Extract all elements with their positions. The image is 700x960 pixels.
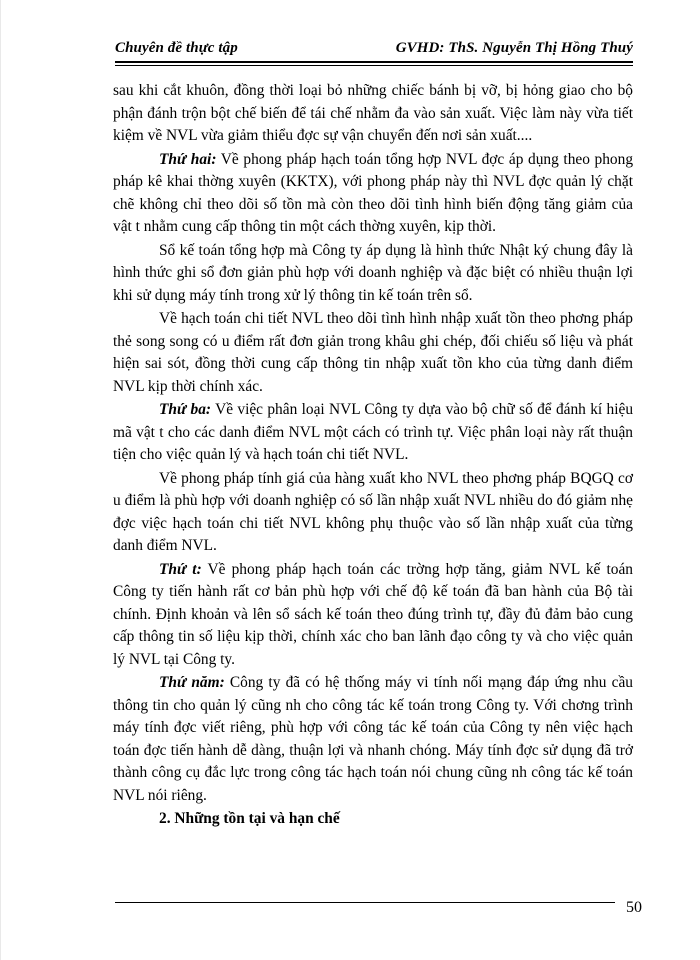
paragraph <box>113 308 633 398</box>
page-number: 50 <box>626 899 642 916</box>
paragraph-text: Về phong pháp hạch toán các trờng hợp tăng, giảm NVL kế toán Công ty tiến hành rất cơ bản phù hợp với chế độ kế toán đã ban hành của Bộ tài chính. Định khoản và lên sổ sách kế toán theo đúng trình tự, đầy đủ đảm bảo cung cấp thông tin số liệu kịp thời, chính xác cho ban lãnh đạo công ty và cho việc quản lý NVL tại Công ty. <box>113 560 633 668</box>
paragraph <box>113 672 633 807</box>
paragraph-text: Về phong pháp hạch toán tổng hợp NVL đợc áp dụng theo phong pháp kê khai thờng xuyên (KKTX), với phong pháp này thì NVL đợc quản lý chặt chẽ không chỉ theo dõi số tồn mà còn theo dõi tình hình biến động tăng giảm của vật t nhằm cung cấp thông tin một cách thờng xuyên, kịp thời. <box>113 150 634 235</box>
header-rule <box>115 61 633 63</box>
paragraph-text: sau khi cắt khuôn, đồng thời loại bỏ những chiếc bánh bị vỡ, bị hỏng giao cho bộ phận đánh trộn bột chế biến để tái chế nhằm đa vào sản xuất. Việc làm này vừa tiết kiệm về NVL vừa giảm thiểu đợc sự vận chuyển đến nơi sản xuất.... <box>113 82 633 144</box>
paragraph <box>113 80 633 148</box>
paragraph <box>113 149 633 239</box>
header-supervisor: GVHD: ThS. Nguyễn Thị Hồng Thuý <box>395 40 633 56</box>
paragraph-text: Về việc phân loại NVL Công ty dựa vào bộ chữ số để đánh kí hiệu mã vật t cho các danh điểm NVL một cách có trình tự. Việc phân loại này rất thuận tiện cho việc quản lý và hạch toán chi tiết NVL. <box>113 401 634 463</box>
footer-rule <box>115 902 615 903</box>
paragraph-lead: Thứ năm: <box>159 674 225 691</box>
paragraph-lead: Thứ t: <box>159 560 202 578</box>
paragraph-lead: Thứ ba: <box>159 401 212 418</box>
paragraph-text: Sổ kế toán tổng hợp mà Công ty áp dụng là hình thức Nhật ký chung đây là hình thức ghi sổ đơn giản phù hợp với doanh nghiệp và đặc biệt có nhiều thuận lợi khi sử dụng máy tính trong xử lý thông tin kế toán trên sổ. <box>113 241 633 304</box>
paragraph-text: Về hạch toán chi tiết NVL theo dõi tình hình nhập xuất tồn theo phơng pháp thẻ song song có u điểm rất đơn giản trong khâu ghi chép, đối chiếu số liệu và phát hiện sai sót, đồng thời cung cấp thông tin nhập xuất tồn kho của từng danh điểm NVL kịp thời chính xác. <box>113 310 633 395</box>
running-header <box>115 38 633 62</box>
paragraph <box>113 399 633 467</box>
body-text <box>113 80 633 832</box>
paragraph-text: Công ty đã có hệ thống máy vi tính nối mạng đáp ứng nhu cầu thông tin cho quản lý cũng nh cho công tác kế toán trong Công ty. Với chơng trình máy tính đợc viết riêng, phù hợp với công tác kế toán của Công ty nên việc hạch toán đợc tiến hành dễ dàng, thuận lợi và nhanh chóng. Máy tính đợc sử dụng đã trở thành công cụ đắc lực trong công tác hạch toán nói chung cũng nh công tác kế toán NVL nói riêng. <box>113 674 633 804</box>
paragraph-lead: Thứ hai: <box>159 150 217 168</box>
paragraph <box>113 559 633 672</box>
header-title: Chuyên đề thực tập <box>115 40 238 56</box>
header-rule-thin <box>115 65 633 66</box>
section-heading: 2. Những tồn tại và hạn chế <box>159 810 340 827</box>
paragraph-text: Về phong pháp tính giá của hàng xuất kho NVL theo phơng pháp BQGQ cơ u điểm là phù hợp với doanh nghiệp có số lần nhập xuất NVL nhiều do đó giảm nhẹ đợc việc hạch toán chi tiết NVL không phụ thuộc vào số lần nhập xuất của từng danh điểm NVL. <box>113 469 633 554</box>
paragraph <box>113 468 633 558</box>
paragraph <box>113 240 633 308</box>
